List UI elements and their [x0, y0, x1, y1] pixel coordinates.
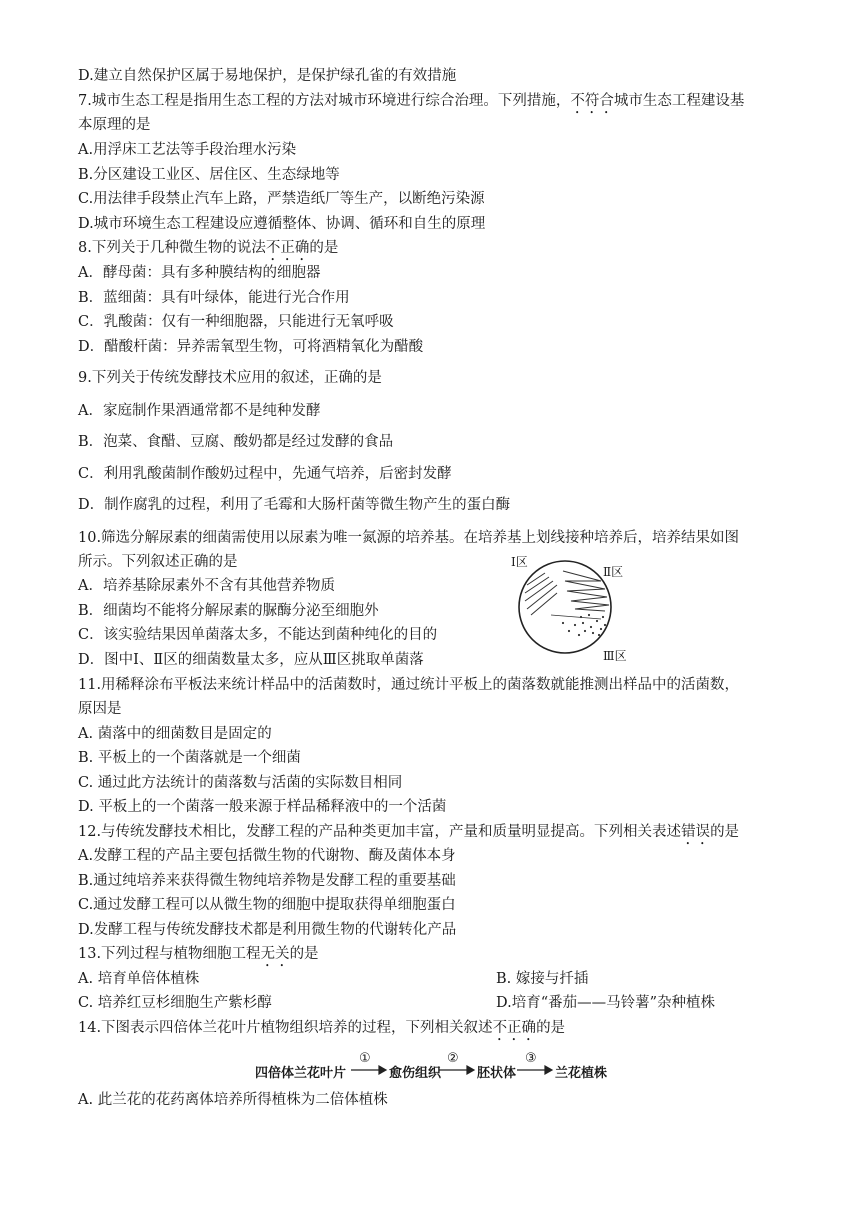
- q7-stem-cont: 本原理的是: [78, 117, 151, 133]
- q11-option-c: C. 通过此方法统计的菌落数与活菌的实际数目相同: [78, 775, 403, 791]
- flow-arrow-3-label: ③: [525, 1051, 537, 1066]
- q9-option-c: C．利用乳酸菌制作酸奶过程中，先通气培养，后密封发酵: [78, 466, 452, 482]
- flow-step-leaf: 四倍体兰花叶片: [255, 1066, 347, 1081]
- q9-option-b: B．泡菜、食醋、豆腐、酸奶都是经过发酵的食品: [78, 434, 394, 450]
- q13-option-b: B. 嫁接与扦插: [496, 971, 589, 987]
- q13-options-row-1: [78, 969, 589, 989]
- q7-option-b: B.分区建设工业区、居住区、生态绿地等: [78, 167, 340, 183]
- q10-stem-cont: 所示。下列叙述正确的是: [78, 554, 238, 570]
- q7-stem: 7.城市生态工程是指用生态工程的方法对城市环境进行综合治理。下列措施，不符合城市生态工程建设基: [78, 93, 745, 109]
- q8-option-d: D．醋酸杆菌：异养需氧型生物，可将酒精氧化为醋酸: [78, 339, 424, 355]
- q10-option-c: C．该实验结果因单菌落太多，不能达到菌种纯化的目的: [78, 627, 438, 643]
- q11-option-b: B. 平板上的一个菌落就是一个细菌: [78, 750, 301, 766]
- q7-option-a: A.用浮床工艺法等手段治理水污染: [78, 142, 297, 158]
- q14-option-a: A. 此兰花的花药离体培养所得植株为二倍体植株: [78, 1092, 388, 1108]
- q10-stem: 10.筛选分解尿素的细菌需使用以尿素为唯一氮源的培养基。在培养基上划线接种培养后，培养结果如图: [78, 530, 740, 546]
- flow-step-plant: 兰花植株: [555, 1066, 608, 1081]
- petri-dish-figure: [505, 555, 645, 665]
- q12-option-b: B.通过纯培养来获得微生物纯培养物是发酵工程的重要基础: [78, 873, 456, 889]
- emphasis-mark: 不符合: [570, 93, 614, 109]
- q10-option-a: A．培养基除尿素外不含有其他营养物质: [78, 578, 335, 594]
- emphasis-mark: 无关: [260, 946, 290, 962]
- q13-option-d: D.培育“番茄——马铃薯”杂种植株: [496, 995, 716, 1011]
- q12-option-d: D.发酵工程与传统发酵技术都是利用微生物的代谢转化产品: [78, 922, 457, 938]
- q10-option-b: B．细菌均不能将分解尿素的脲酶分泌至细胞外: [78, 603, 379, 619]
- flow-step-callus: 愈伤组织: [389, 1066, 442, 1081]
- tissue-culture-flowchart: [255, 1051, 635, 1083]
- q8-option-b: B．蓝细菌：具有叶绿体，能进行光合作用: [78, 290, 350, 306]
- q11-option-d: D. 平板上的一个菌落一般来源于样品稀释液中的一个活菌: [78, 799, 447, 815]
- q11-option-a: A. 菌落中的细菌数目是固定的: [78, 726, 272, 742]
- q9-stem: 9.下列关于传统发酵技术应用的叙述，正确的是: [78, 370, 382, 386]
- q11-stem: 11.用稀释涂布平板法来统计样品中的活菌数时，通过统计平板上的菌落数就能推测出样品中的活菌数，: [78, 677, 740, 693]
- zone-2-label: Ⅱ区: [603, 565, 624, 579]
- flow-arrow-1-label: ①: [359, 1051, 371, 1066]
- q14-stem: 14.下图表示四倍体兰花叶片植物组织培养的过程，下列相关叙述不正确的是: [78, 1020, 566, 1036]
- q8-option-a: A．酵母菌：具有多种膜结构的细胞器: [78, 265, 321, 281]
- q7-option-c: C.用法律手段禁止汽车上路，严禁造纸厂等生产，以断绝污染源: [78, 191, 485, 207]
- emphasis-mark: 不正确: [265, 240, 310, 256]
- flow-step-embryoid: 胚状体: [477, 1066, 517, 1081]
- q12-option-a: A.发酵工程的产品主要包括微生物的代谢物、酶及菌体本身: [78, 848, 456, 864]
- zone-3-label: Ⅲ区: [603, 649, 627, 663]
- q13-stem: 13.下列过程与植物细胞工程无关的是: [78, 946, 319, 962]
- q8-stem: 8.下列关于几种微生物的说法不正确的是: [78, 240, 339, 256]
- emphasis-mark: 错误: [681, 824, 711, 840]
- q9-option-d: D．制作腐乳的过程，利用了毛霉和大肠杆菌等微生物产生的蛋白酶: [78, 497, 511, 513]
- q13-option-c: C. 培养红豆杉细胞生产紫杉醇: [78, 995, 272, 1011]
- q12-option-c: C.通过发酵工程可以从微生物的细胞中提取获得单细胞蛋白: [78, 897, 456, 913]
- q13-options-row-2: [78, 993, 716, 1013]
- q6-option-d: D.建立自然保护区属于易地保护，是保护绿孔雀的有效措施: [78, 68, 457, 84]
- q7-option-d: D.城市环境生态工程建设应遵循整体、协调、循环和自生的原理: [78, 216, 486, 232]
- q8-option-c: C．乳酸菌：仅有一种细胞器，只能进行无氧呼吸: [78, 314, 394, 330]
- flow-arrow-2-label: ②: [447, 1051, 459, 1066]
- emphasis-mark: 不正确: [492, 1020, 537, 1036]
- zone-1-label: Ⅰ区: [511, 555, 528, 569]
- q10-option-d: D．图中Ⅰ、Ⅱ区的细菌数量太多，应从Ⅲ区挑取单菌落: [78, 652, 424, 668]
- q12-stem: 12.与传统发酵技术相比，发酵工程的产品种类更加丰富，产量和质量明显提高。下列相关表述错误的是: [78, 824, 740, 840]
- q11-stem-cont: 原因是: [78, 701, 122, 717]
- q13-option-a: A. 培育单倍体植株: [78, 971, 200, 987]
- q9-option-a: A．家庭制作果酒通常都不是纯种发酵: [78, 403, 321, 419]
